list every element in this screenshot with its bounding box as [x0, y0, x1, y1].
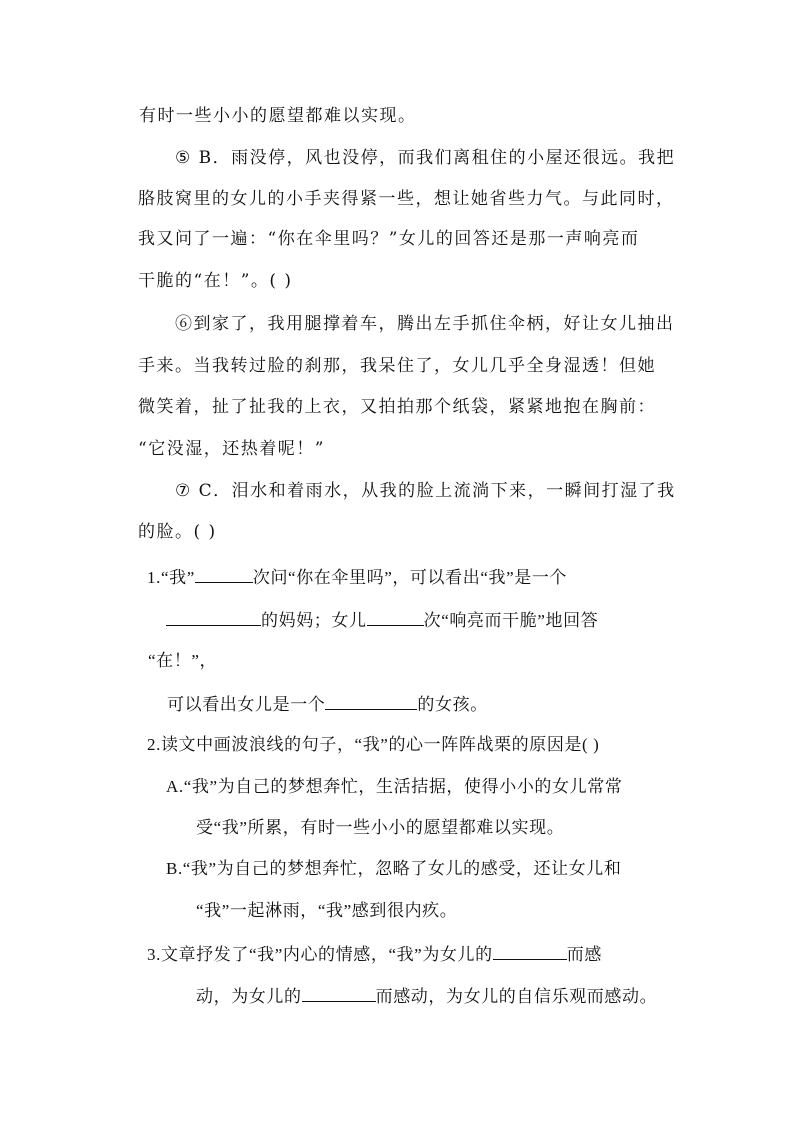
q1-text: 1.“我”: [147, 568, 195, 587]
passage-line: 有时一些小小的愿望都难以实现。: [139, 106, 417, 126]
question-3-line-2: [196, 983, 657, 1009]
passage-line: ⑦ C．泪水和着雨水，从我的脸上流淌下来，一瞬间打湿了我: [175, 481, 676, 501]
q1-text: 次问“你在伞里吗”，可以看出“我”是一个: [252, 568, 568, 587]
passage-line: 的脸。( ): [138, 522, 217, 542]
q1-text: 可以看出女儿是一个: [167, 695, 326, 714]
q3-text: 而感: [566, 945, 602, 964]
answer-blank[interactable]: [325, 691, 417, 710]
answer-blank[interactable]: [302, 983, 376, 1002]
q3-text: 动，为女儿的: [196, 987, 302, 1006]
question-2-option-b: “我”一起淋雨，“我”感到很内疚。: [196, 901, 458, 920]
question-2-option-a: 受“我”所累，有时一些小小的愿望都难以实现。: [196, 818, 565, 837]
passage-line: 手来。当我转过脸的刹那，我呆住了，女儿几乎全身湿透！但她: [138, 356, 656, 376]
question-1-line-3: “在！”，: [148, 651, 218, 670]
q1-text: 的女孩。: [417, 695, 488, 714]
answer-blank[interactable]: [195, 564, 253, 583]
question-1-line-4: [167, 691, 488, 717]
question-1-line-2: [166, 607, 598, 633]
q3-text: 而感动，为女儿的自信乐观而感动。: [375, 987, 658, 1006]
passage-line: 我又问了一遍：“你在伞里吗？”女儿的回答还是那一声响亮而: [138, 229, 640, 249]
question-1-line-1: [147, 564, 567, 590]
q3-text: 3.文章抒发了“我”内心的情感，“我”为女儿的: [147, 945, 493, 964]
question-3-line-1: [147, 941, 602, 967]
question-2-stem: 2.读文中画波浪线的句子，“我”的心一阵阵战栗的原因是( ): [147, 735, 600, 754]
passage-line: “它没湿，还热着呢！”: [138, 439, 325, 459]
q1-text: 次“响亮而干脆”地回答: [423, 611, 599, 630]
passage-line: 胳肢窝里的女儿的小手夹得紧一些，想让她省些力气。与此同时，: [138, 189, 675, 209]
passage-line: ⑥到家了，我用腿撑着车，腾出左手抓住伞柄，好让女儿抽出: [175, 314, 675, 334]
passage-line: 干脆的“在！”。( ): [138, 271, 293, 291]
answer-blank[interactable]: [493, 941, 567, 960]
question-2-option-a: A.“我”为自己的梦想奔忙，生活拮据，使得小小的女儿常常: [166, 777, 623, 796]
answer-blank[interactable]: [367, 607, 424, 626]
answer-blank[interactable]: [166, 607, 261, 626]
passage-line: 微笑着，扯了扯我的上衣，又拍拍那个纸袋，紧紧地抱在胸前：: [138, 397, 656, 417]
q1-text: 的妈妈；女儿: [261, 611, 367, 630]
question-2-option-b: B.“我”为自己的梦想奔忙，忽略了女儿的感受，还让女儿和: [166, 859, 622, 878]
passage-line: ⑤ B．雨没停，风也没停，而我们离租住的小屋还很远。我把: [175, 148, 676, 168]
